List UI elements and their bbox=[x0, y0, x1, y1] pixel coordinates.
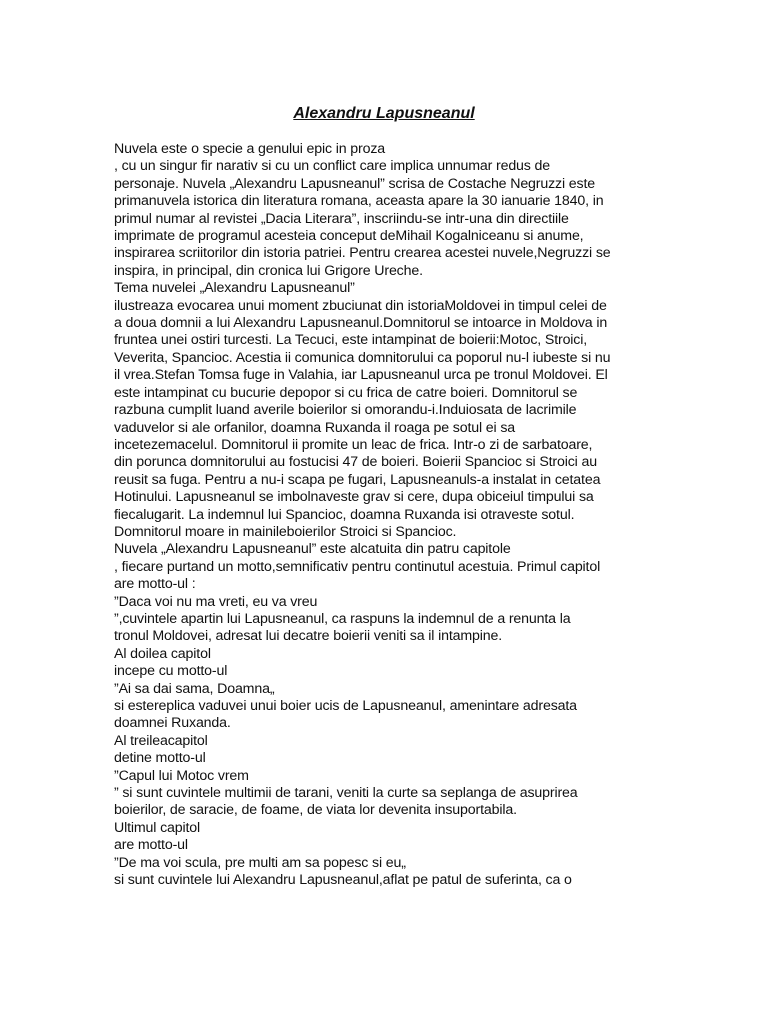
text-line: Domnitorul moare in mainileboierilor Stroici si Spancioc. bbox=[114, 523, 457, 540]
text-line: ”Daca voi nu ma vreti, eu va vreu bbox=[114, 593, 318, 610]
text-line: tronul Moldovei, adresat lui decatre boierii veniti sa il intampine. bbox=[114, 628, 503, 645]
text-line: ” si sunt cuvintele multimii de tarani, veniti la curte sa seplanga de asuprirea bbox=[114, 785, 578, 802]
text-line: inspirarea scriitorilor din istoria patriei. Pentru crearea acestei nuvele,Negruzzi se bbox=[114, 245, 611, 262]
text-line: ”Ai sa dai sama, Doamna„ bbox=[114, 680, 275, 697]
text-line: incetezemacelul. Domnitorul ii promite un leac de frica. Intr-o zi de sarbatoare, bbox=[114, 436, 593, 453]
text-line: razbuna cumplit luand averile boierilor si omorandu-i.Induiosata de lacrimile bbox=[114, 402, 577, 419]
text-line: Ultimul capitol bbox=[114, 819, 201, 836]
text-line: ilustreaza evocarea unui moment zbuciunat din istoriaMoldovei in timpul celei de bbox=[114, 297, 607, 314]
text-line: si sunt cuvintele lui Alexandru Lapusneanul,aflat pe patul de suferinta, ca o bbox=[114, 872, 572, 889]
text-line: Veverita, Spancioc. Acestia ii comunica domnitorului ca poporul nu-l iubeste si nu bbox=[114, 349, 611, 366]
document-body bbox=[114, 141, 674, 889]
text-line: are motto-ul bbox=[114, 837, 188, 854]
text-line: primanuvela istorica din literatura romana, aceasta apare la 30 ianuarie 1840, in bbox=[114, 193, 604, 210]
text-line: , cu un singur fir narativ si cu un conflict care implica unnumar redus de bbox=[114, 158, 551, 175]
text-line: a doua domnii a lui Alexandru Lapusneanul.Domnitorul se intoarce in Moldova in bbox=[114, 315, 608, 332]
text-line: Hotinului. Lapusneanul se imbolnaveste grav si cere, dupa obiceiul timpului sa bbox=[114, 489, 594, 506]
text-line: , fiecare purtand un motto,semnificativ pentru continutul acestuia. Primul capitol bbox=[114, 558, 601, 575]
text-line: Nuvela „Alexandru Lapusneanul” este alcatuita din patru capitole bbox=[114, 541, 511, 558]
text-line: si estereplica vaduvei unui boier ucis de Lapusneanul, amenintare adresata bbox=[114, 698, 577, 714]
text-line: din porunca domnitorului au fostucisi 47 de boieri. Boierii Spancioc si Stroici au bbox=[114, 454, 597, 471]
text-line: ”,cuvintele apartin lui Lapusneanul, ca raspuns la indemnul de a renunta la bbox=[114, 610, 571, 627]
text-line: Al treileacapitol bbox=[114, 732, 208, 749]
document-title: Alexandru Lapusneanul bbox=[293, 105, 475, 122]
text-line: doamnei Ruxanda. bbox=[114, 715, 231, 732]
text-line: ”Capul lui Motoc vrem bbox=[114, 767, 249, 784]
text-line: primul numar al revistei „Dacia Literara”, inscriindu-se intr-una din directiile bbox=[114, 210, 569, 227]
text-line: Nuvela este o specie a genului epic in proza bbox=[114, 141, 386, 157]
text-line: inspira, in principal, din cronica lui Grigore Ureche. bbox=[114, 262, 423, 279]
text-line: incepe cu motto-ul bbox=[114, 663, 228, 680]
text-line: personaje. Nuvela „Alexandru Lapusneanul” scrisa de Costache Negruzzi este bbox=[114, 175, 596, 192]
text-line: imprimate de programul acesteia conceput deMihail Kogalniceanu si anume, bbox=[114, 228, 584, 245]
text-line: il vrea.Stefan Tomsa fuge in Valahia, iar Lapusneanul urca pe tronul Moldovei. El bbox=[114, 367, 608, 384]
text-line: reusit sa fuga. Pentru a nu-i scapa pe fugari, Lapusneanuls-a instalat in cetatea bbox=[114, 471, 601, 488]
text-line: ”De ma voi scula, pre multi am sa popesc si eu„ bbox=[114, 854, 406, 871]
text-line: Tema nuvelei „Alexandru Lapusneanul” bbox=[114, 280, 355, 297]
text-line: are motto-ul : bbox=[114, 576, 196, 593]
text-line: este intampinat cu bucurie depopor si cu frica de catre boieri. Domnitorul se bbox=[114, 384, 578, 401]
text-line: fruntea unei ostiri turcesti. La Tecuci, este intampinat de boierii:Motoc, Stroici, bbox=[114, 332, 588, 349]
text-line: fiecalugarit. La indemnul lui Spancioc, doamna Ruxanda isi otraveste sotul. bbox=[114, 506, 575, 523]
text-line: detine motto-ul bbox=[114, 750, 206, 767]
text-line: vaduvelor si ale orfanilor, doamna Ruxanda il roaga pe sotul ei sa bbox=[114, 419, 515, 436]
text-line: Al doilea capitol bbox=[114, 645, 211, 662]
text-line: boierilor, de saracie, de foame, de viata lor devenita insuportabila. bbox=[114, 802, 517, 819]
